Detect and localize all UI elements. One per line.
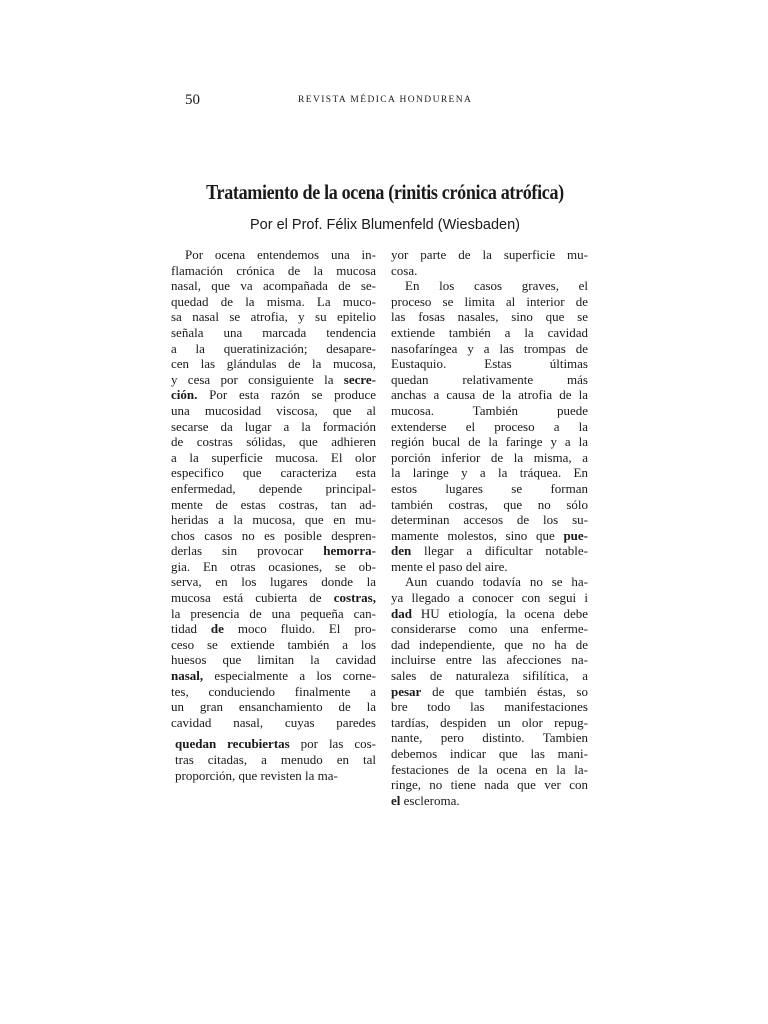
body-line: estos lugares se forman bbox=[391, 480, 588, 496]
body-line: debemos indicar que las mani- bbox=[391, 746, 588, 761]
body-line: tes, conduciendo finalmente a bbox=[171, 683, 376, 699]
body-line: mente el paso del aire. bbox=[391, 558, 508, 574]
body-line: gia. En otras ocasiones, se ob- bbox=[171, 558, 376, 574]
body-line: el escleroma. bbox=[391, 792, 460, 808]
body-line: Por ocena entendemos una in- bbox=[185, 247, 376, 262]
body-line: y cesa por consiguiente la secre- bbox=[171, 371, 376, 387]
body-line: extiende también a la cavidad bbox=[391, 324, 588, 340]
body-line: nasal, que va acompañada de se- bbox=[171, 278, 376, 294]
journal-running-head: REVISTA MÉDICA HONDURENA bbox=[298, 95, 473, 105]
body-line: flamación crónica de la mucosa bbox=[171, 262, 376, 278]
body-line: porción inferior de la misma, a bbox=[391, 449, 588, 465]
body-line: bre todo las manifestaciones bbox=[391, 699, 588, 715]
body-line: proporción, que revisten la ma- bbox=[175, 767, 338, 783]
body-line: una mucosidad viscosa, que al bbox=[171, 402, 376, 418]
body-line: nasofaríngea y a las trompas de bbox=[391, 340, 588, 356]
body-line: a la queratinización; desapare- bbox=[171, 340, 376, 356]
body-line: tardías, despiden un olor repug- bbox=[391, 714, 588, 730]
body-line: yor parte de la superficie mu- bbox=[391, 247, 588, 262]
body-line: incluirse entre las afecciones na- bbox=[391, 652, 588, 668]
body-line: mamente molestos, sino que pue- bbox=[391, 527, 588, 543]
body-line: región bucal de la faringe y a la bbox=[391, 434, 588, 450]
body-line: derlas sin provocar hemorra- bbox=[171, 543, 376, 559]
body-line: chos casos no es posible despren- bbox=[171, 527, 376, 543]
body-line: mucosa. También puede bbox=[391, 402, 588, 418]
body-line: un gran ensanchamiento de la bbox=[171, 699, 376, 715]
body-line: mucosa está cubierta de costras, bbox=[171, 590, 376, 606]
body-line: ción. Por esta razón se produce bbox=[171, 387, 376, 403]
body-line: la laringe y a la tráquea. En bbox=[391, 465, 588, 481]
body-line: dad independiente, que no ha de bbox=[391, 636, 588, 652]
body-line: extenderse el proceso a la bbox=[391, 418, 588, 434]
body-line: pesar de que también éstas, so bbox=[391, 683, 588, 699]
body-line: proceso se limita al interior de bbox=[391, 293, 588, 309]
body-line: determinan accesos de los su- bbox=[391, 512, 588, 528]
body-line: ya llegado a conocer con segui i bbox=[391, 590, 588, 606]
body-line: considerarse como una enferme- bbox=[391, 621, 588, 637]
body-line: nasal, especialmente a los corne- bbox=[171, 668, 376, 684]
body-line: quedad de la misma. La muco- bbox=[171, 293, 376, 309]
body-line: de costras sólidas, que adhieren bbox=[171, 434, 376, 450]
article-byline: Por el Prof. Félix Blumenfeld (Wiesbaden) bbox=[250, 217, 520, 233]
body-line: serva, en los lugares donde la bbox=[171, 574, 376, 590]
body-line: tidad de moco fluido. El pro- bbox=[171, 621, 376, 637]
body-line: señala una marcada tendencia bbox=[171, 324, 376, 340]
body-line: quedan relativamente más bbox=[391, 371, 588, 387]
body-line: cen las glándulas de la mucosa, bbox=[171, 356, 376, 372]
body-line: especifico que caracteriza esta bbox=[171, 465, 376, 481]
body-line: también costras, que no sólo bbox=[391, 496, 588, 512]
body-line: sa nasal se atrofia, y su epitelio bbox=[171, 309, 376, 325]
body-line: enfermedad, depende principal- bbox=[171, 480, 376, 496]
body-line: mente de estas costras, tan ad- bbox=[171, 496, 376, 512]
body-column-left bbox=[171, 247, 376, 783]
body-line: Eustaquio. Estas últimas bbox=[391, 356, 588, 372]
body-line: dad HU etiología, la ocena debe bbox=[391, 605, 588, 621]
body-line: anchas a causa de la atrofia de la bbox=[391, 387, 588, 403]
article-title: Tratamiento de la ocena (rinitis crónica atrófica) bbox=[206, 180, 564, 204]
body-line: festaciones de la ocena en la la- bbox=[391, 761, 588, 777]
body-line: las fosas nasales, sino que se bbox=[391, 309, 588, 325]
body-line: huesos que limitan la cavidad bbox=[171, 652, 376, 668]
body-line: la presencia de una pequeña can- bbox=[171, 605, 376, 621]
page-number: 50 bbox=[185, 92, 200, 108]
body-line: heridas a la mucosa, que en mu- bbox=[171, 512, 376, 528]
body-line: ceso se extiende también a los bbox=[171, 636, 376, 652]
body-column-right bbox=[391, 247, 588, 808]
body-line: a la superficie mucosa. El olor bbox=[171, 449, 376, 465]
body-line: cosa. bbox=[391, 262, 418, 278]
body-line: tras citadas, a menudo en tal bbox=[175, 752, 376, 767]
body-line: nante, pero distinto. Tambien bbox=[391, 730, 588, 746]
body-line: Aun cuando todavía no se ha- bbox=[405, 574, 588, 590]
body-line: sales de naturaleza sifilítica, a bbox=[391, 668, 588, 684]
body-line: den llegar a dificultar notable- bbox=[391, 543, 588, 559]
body-line: En los casos graves, el bbox=[405, 278, 588, 294]
body-line: secarse da lugar a la formación bbox=[171, 418, 376, 434]
body-line: quedan recubiertas por las cos- bbox=[175, 736, 376, 752]
body-line: ringe, no tiene nada que ver con bbox=[391, 777, 588, 793]
body-line: cavidad nasal, cuyas paredes bbox=[171, 714, 376, 730]
